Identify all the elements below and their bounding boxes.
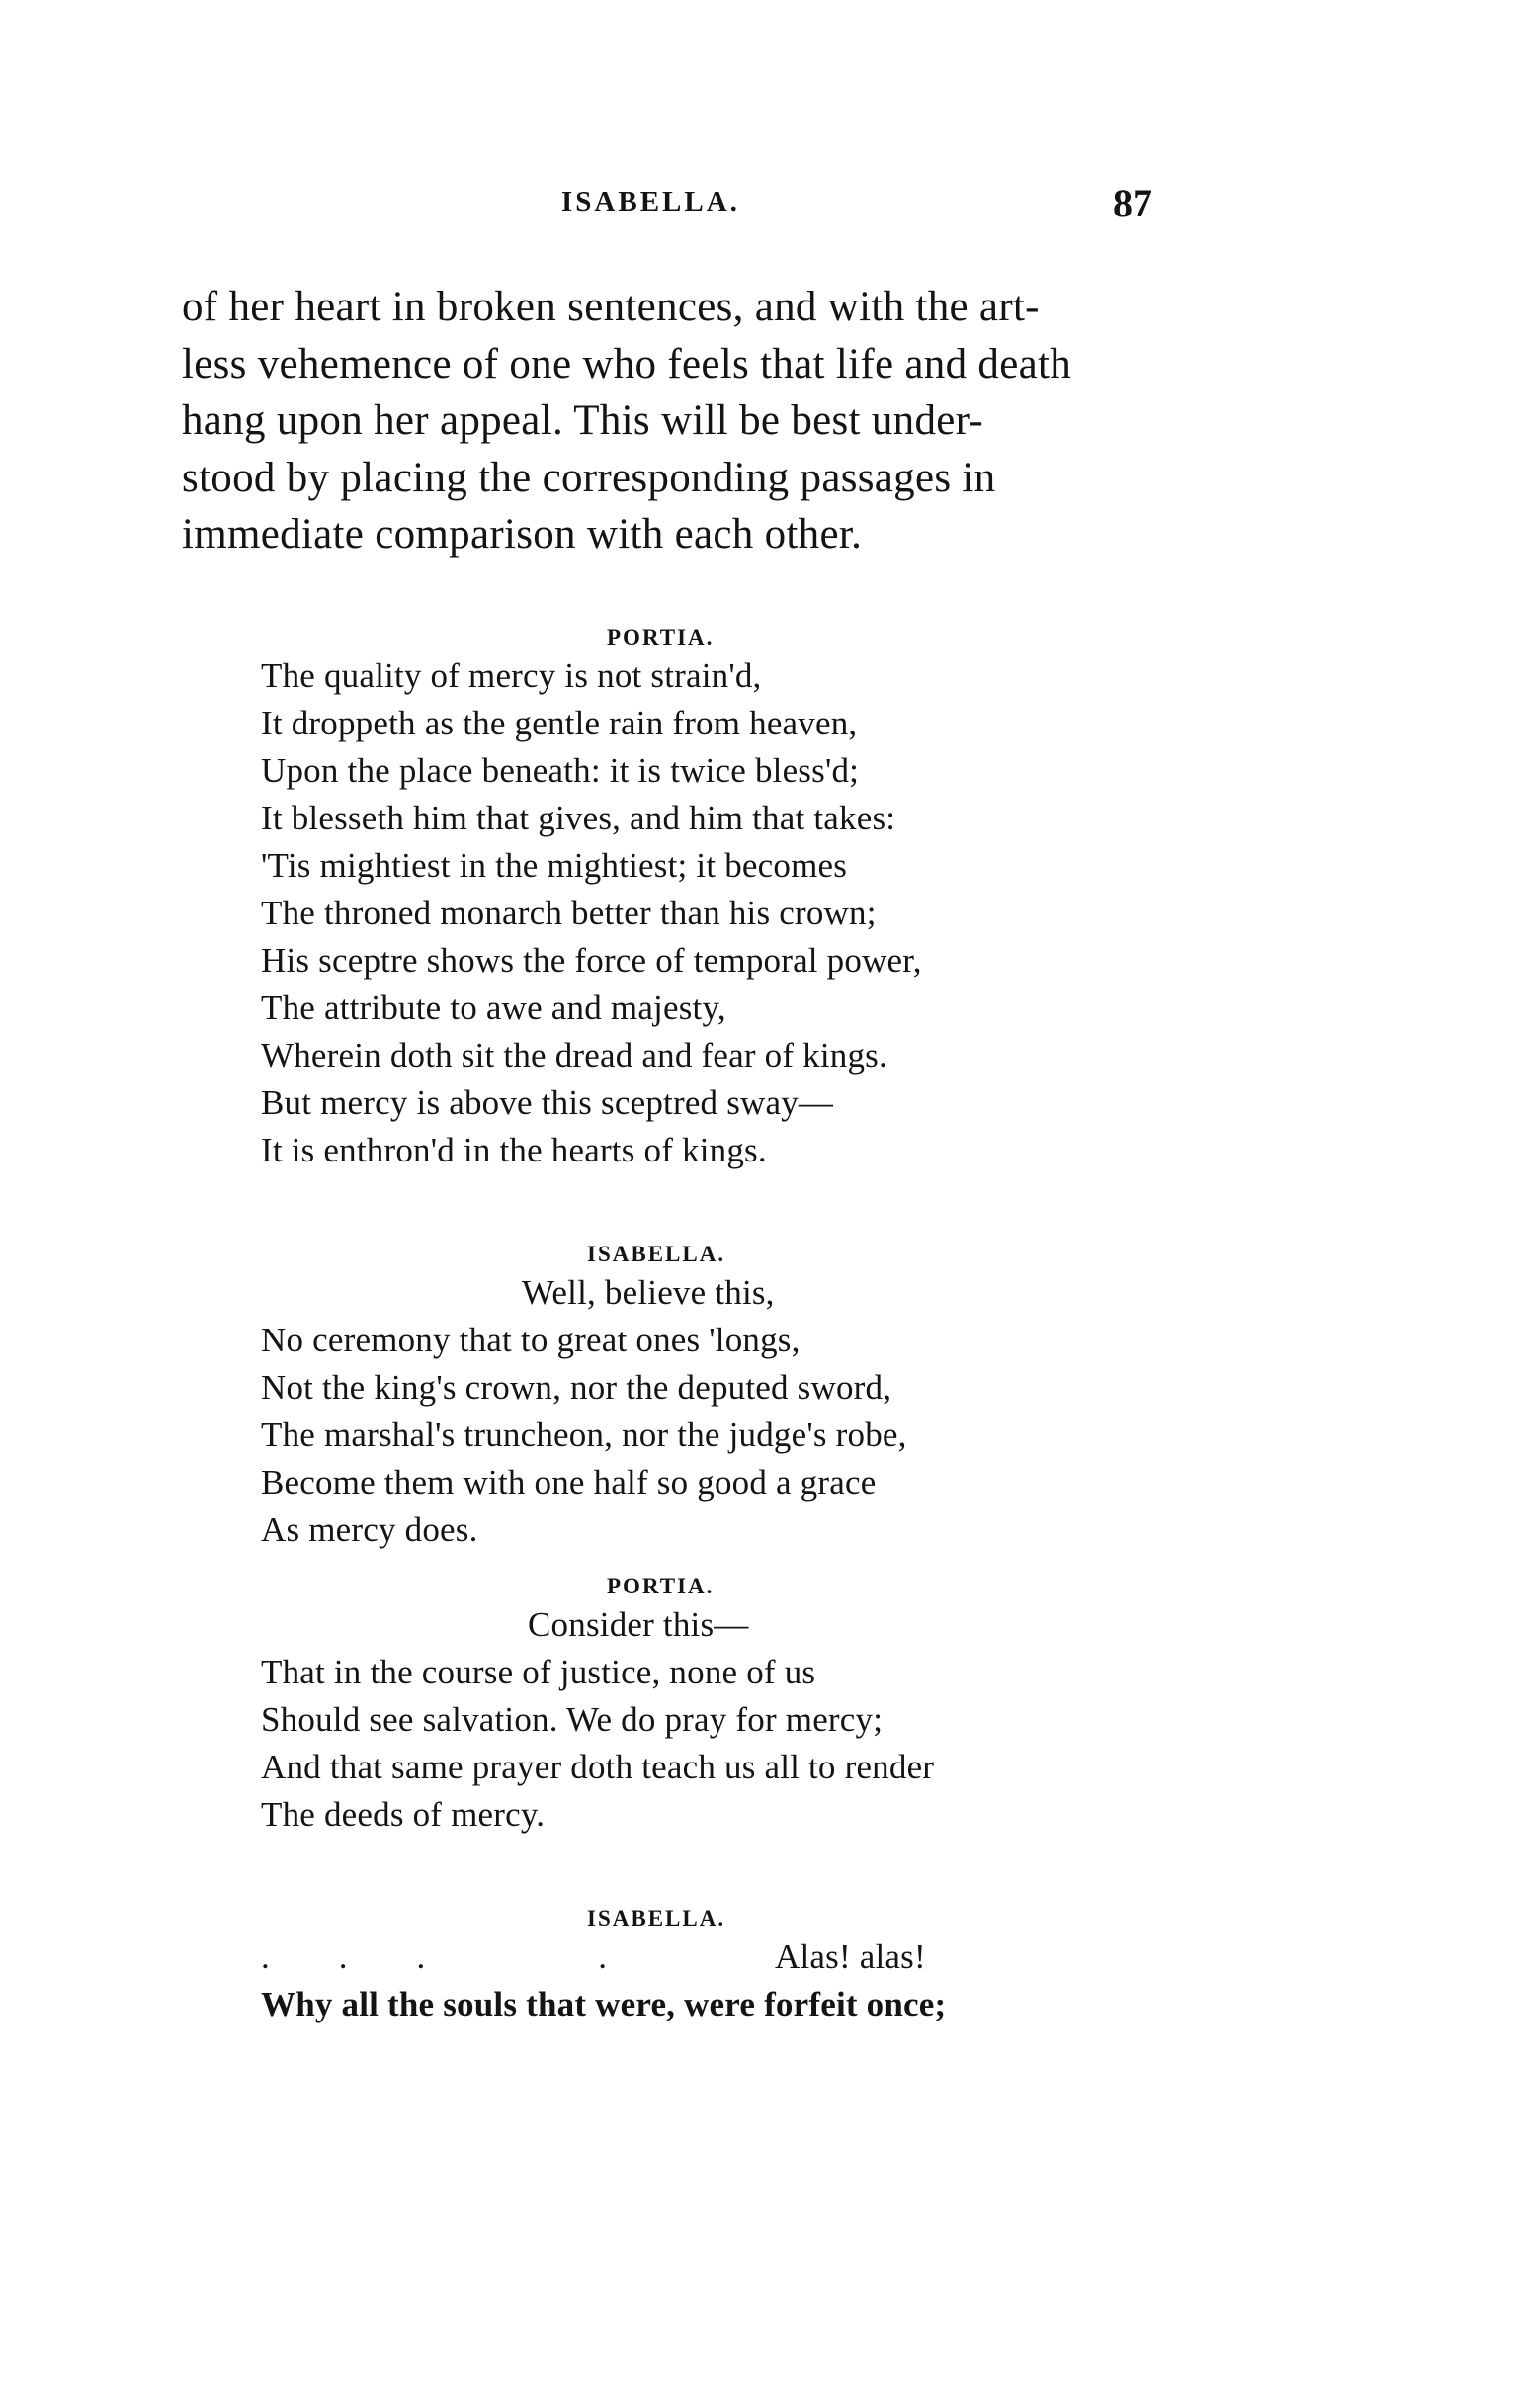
verse-line: His sceptre shows the force of temporal power, (261, 941, 922, 980)
speaker-heading: PORTIA. (607, 1574, 715, 1598)
running-title: ISABELLA. (561, 186, 740, 217)
verse-line: The throned monarch better than his crown; (261, 894, 877, 932)
verse-line: It droppeth as the gentle rain from heaven, (261, 704, 858, 742)
verse-line: And that same prayer doth teach us all to render (261, 1748, 935, 1786)
verse-line: That in the course of justice, none of us (261, 1653, 816, 1691)
prose-line: of her heart in broken sentences, and with the art- (182, 284, 1040, 330)
verse-line: Why all the souls that were, were forfeit once; (261, 1985, 947, 2023)
prose-line: hang upon her appeal. This will be best under- (182, 397, 984, 444)
verse-line: Well, believe this, (522, 1273, 775, 1312)
prose-line: less vehemence of one who feels that life and death (182, 340, 1072, 387)
verse-line: The attribute to awe and majesty, (261, 989, 726, 1027)
verse-line: The marshal's truncheon, nor the judge's robe, (261, 1416, 907, 1454)
verse-line: Become them with one half so good a grace (261, 1463, 877, 1502)
verse-line: As mercy does. (261, 1510, 478, 1549)
running-header (0, 181, 1518, 235)
ellipsis-dots: . . . . (261, 1937, 607, 1976)
speaker-heading: ISABELLA. (587, 1906, 726, 1931)
page-number: 87 (1113, 181, 1152, 225)
verse-line: The quality of mercy is not strain'd, (261, 656, 762, 695)
verse-line: 'Tis mightiest in the mightiest; it becomes (261, 846, 848, 885)
verse-line: Alas! alas! (775, 1937, 926, 1976)
verse-line: Upon the place beneath: it is twice bless'd; (261, 751, 860, 790)
prose-paragraph (182, 279, 1170, 563)
verse-line: But mercy is above this sceptred sway— (261, 1083, 834, 1122)
verse-line: No ceremony that to great ones 'longs, (261, 1321, 801, 1359)
verse-line: It is enthron'd in the hearts of kings. (261, 1131, 767, 1169)
verse-line: Wherein doth sit the dread and fear of kings. (261, 1036, 887, 1075)
verse-line: The deeds of mercy. (261, 1795, 546, 1834)
prose-line: immediate comparison with each other. (182, 511, 863, 558)
verse-line: It blesseth him that gives, and him that takes: (261, 799, 896, 837)
verse-line: Should see salvation. We do pray for mercy; (261, 1700, 884, 1739)
speaker-heading: PORTIA. (607, 625, 715, 649)
verse-line: Consider this— (528, 1605, 749, 1644)
speaker-heading: ISABELLA. (587, 1242, 726, 1266)
prose-line: stood by placing the corresponding passages in (182, 454, 996, 501)
verse-line: Not the king's crown, nor the deputed sword, (261, 1368, 892, 1407)
